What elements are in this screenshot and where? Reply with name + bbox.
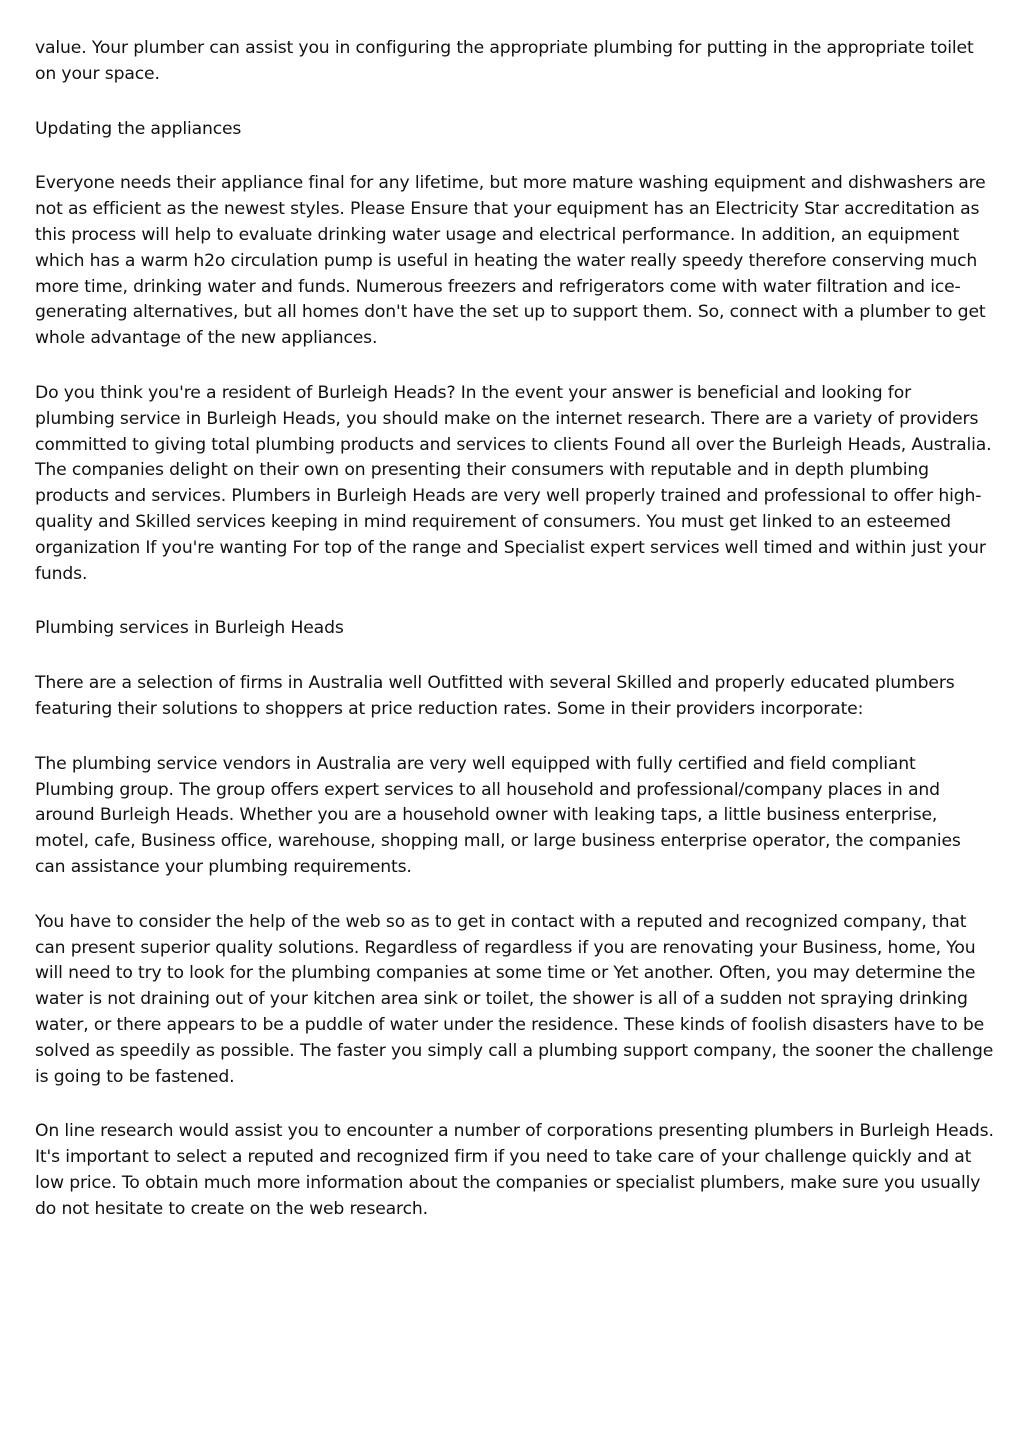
paragraph-appliances: Everyone needs their appliance final for any lifetime, but more mature washing equipment and dishwashers are not as efficient as the newest styles. Please Ensure that your equipment has an Electricity Star accreditation as this process will help to evaluate drinking water usage and electrical performance. In addition, an equipment which has a warm h2o circulation pump is useful in heating the water really speedy therefore conserving much more time, drinking water and funds. Numerous freezers and refrigerators come with water filtration and ice-generating alternatives, but all homes don't have the set up to support them. So, connect with a plumber to get whole advantage of the new appliances. <box>35 173 986 349</box>
paragraph-online-research: On line research would assist you to encounter a number of corporations presenting plumbers in Burleigh Heads. It's important to select a reputed and recognized firm if you need to take care of your challenge quickly and at low price. To obtain much more information about the companies or specialist plumbers, make sure you usually do not hesitate to create on the web research. <box>35 1121 994 1219</box>
section-heading-updating-appliances: Updating the appliances <box>35 118 242 139</box>
paragraph-firms: There are a selection of firms in Australia well Outfitted with several Skilled and properly educated plumbers featuring their solutions to shoppers at price reduction rates. Some in their providers incorporate: <box>35 673 955 719</box>
paragraph-burleigh-resident: Do you think you're a resident of Burleigh Heads? In the event your answer is beneficial and looking for plumbing service in Burleigh Heads, you should make on the internet research. There are a variety of providers committed to giving total plumbing products and services to clients Found all over the Burleigh Heads, Australia. The companies delight on their own on presenting their consumers with reputable and in depth plumbing products and services. Plumbers in Burleigh Heads are very well properly trained and professional to offer high-quality and Skilled services keeping in mind requirement of consumers. You must get linked to an esteemed organization If you're wanting For top of the range and Specialist expert services well timed and within just your funds. <box>35 382 992 584</box>
document-body <box>35 36 995 1251</box>
paragraph-service-vendors: The plumbing service vendors in Australia are very well equipped with fully certified and field compliant Plumbing group. The group offers expert services to all household and professional/company places in and around Burleigh Heads. Whether you are a household owner with leaking taps, a little business enterprise, motel, cafe, Business office, warehouse, shopping mall, or large business enterprise operator, the companies can assistance your plumbing requirements. <box>35 753 961 877</box>
paragraph-web-help: You have to consider the help of the web so as to get in contact with a reputed and recognized company, that can present superior quality solutions. Regardless of regardless if you are renovating your Business, home, You will need to try to look for the plumbing companies at some time or Yet another. Often, you may determine the water is not draining out of your kitchen area sink or toilet, the shower is all of a sudden not spraying drinking water, or there appears to be a puddle of water under the residence. These kinds of foolish disasters have to be solved as speedily as possible. The faster you simply call a plumbing support company, the sooner the challenge is going to be fastened. <box>35 911 994 1087</box>
section-heading-plumbing-services: Plumbing services in Burleigh Heads <box>35 618 344 639</box>
paragraph-continuation: value. Your plumber can assist you in configuring the appropriate plumbing for putting in the appropriate toilet on your space. <box>35 38 974 84</box>
